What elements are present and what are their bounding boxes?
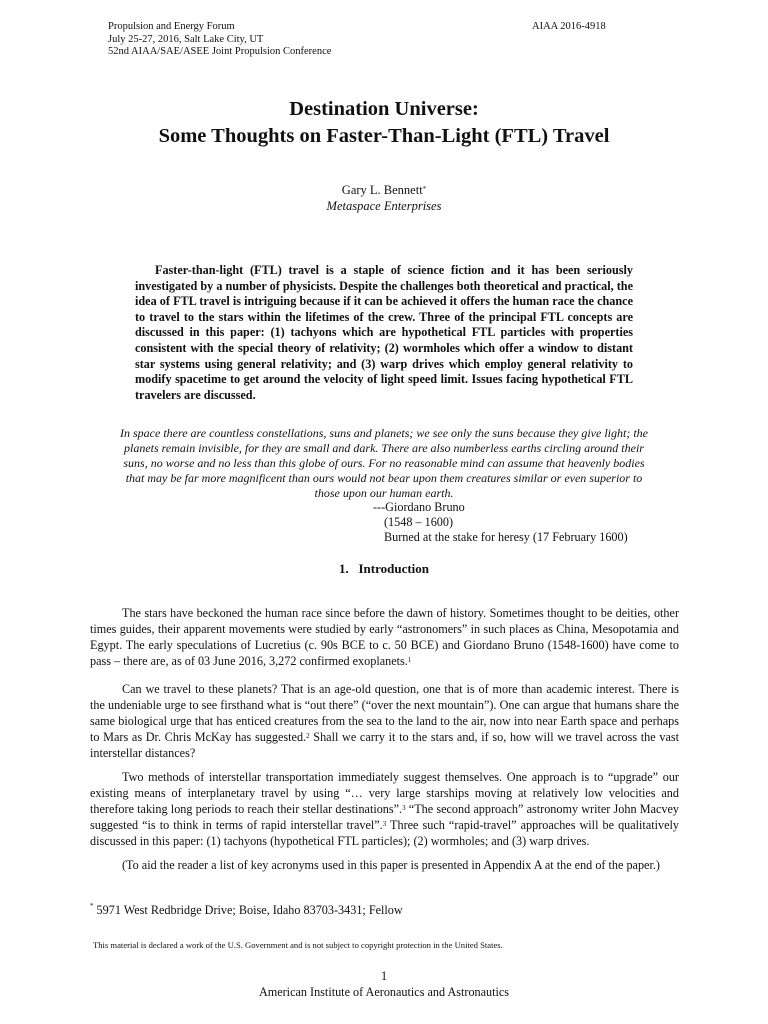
paper-title bbox=[0, 96, 768, 150]
epigraph-attribution-block bbox=[373, 500, 628, 545]
reference-marker: 3 bbox=[382, 820, 387, 828]
body-paragraph-2 bbox=[90, 681, 679, 761]
copyright-disclaimer: This material is declared a work of the U.S. Government and is not subject to copyright protection in the United States. bbox=[93, 940, 503, 950]
section-title: Introduction bbox=[358, 561, 430, 576]
conference-name: 52nd AIAA/SAE/ASEE Joint Propulsion Conference bbox=[108, 46, 332, 57]
reference-marker: 2 bbox=[306, 732, 310, 740]
author-affiliation: Metaspace Enterprises bbox=[326, 199, 442, 213]
footnote-text: 5971 West Redbridge Drive; Boise, Idaho 83703-3431; Fellow bbox=[93, 903, 403, 917]
paper-id: AIAA 2016-4918 bbox=[532, 21, 606, 32]
author-block bbox=[0, 182, 768, 214]
footnote bbox=[90, 903, 403, 918]
paragraph-text: Shall we carry it to the stars and, if so, how will we travel across the vast interstellar distances? bbox=[90, 730, 679, 760]
title-line-2: Some Thoughts on Faster-Than-Light (FTL) Travel bbox=[158, 125, 610, 147]
author-footnote-marker: * bbox=[422, 185, 427, 193]
footnote-marker: * bbox=[90, 902, 94, 910]
paragraph-text: Two methods of interstellar transportation immediately suggest themselves. One approach is to “upgrade” our existing means of interplanetary travel by using “… very large starships moving at relatively low velocities and therefore taking long periods to reach their stellar destinations”. bbox=[90, 770, 679, 816]
conference-dates: July 25-27, 2016, Salt Lake City, UT bbox=[108, 33, 264, 45]
section-heading bbox=[0, 561, 768, 577]
body-paragraph-4: (To aid the reader a list of key acronyms used in this paper is presented in Appendix A at the end of the paper.) bbox=[122, 858, 660, 872]
page-footer bbox=[0, 968, 768, 1000]
footer-organization: American Institute of Aeronautics and Astronautics bbox=[258, 985, 510, 999]
reference-marker: 1 bbox=[407, 656, 412, 664]
abstract: Faster-than-light (FTL) travel is a staple of science fiction and it has been seriously investigated by a number of physicists. Despite the challenges both theoretical and practical, the idea of FTL travel is intriguing because if it can be achieved it offers the human race the chance to travel to the stars within the lifetimes of the crew. Three of the principal FTL concepts are discussed in this paper: (1) tachyons which are hypothetical FTL particles with properties consistent with the special theory of relativity; (2) wormholes which offer a window to distant star systems using general relativity; and (3) warp drives which employ general relativity to modify spacetime to get around the velocity of light speed limit. Issues facing hypothetical FTL travelers are discussed. bbox=[135, 263, 633, 402]
paragraph-text: The stars have beckoned the human race since before the dawn of history. Sometimes thought to be deities, other times guides, their apparent movements were studied by early “astronomers” in such places as China, Mesopotamia and Egypt. The early speculations of Lucretius (c. 90s BCE to c. 50 BCE) and Giordano Bruno (1548-1600) have come to pass – there are, as of 03 June 2016, 3,272 confirmed exoplanets. bbox=[90, 606, 679, 668]
title-line-1: Destination Universe: bbox=[289, 98, 479, 120]
epigraph-quote: In space there are countless constellations, suns and planets; we see only the suns because they give light; the planets remain invisible, for they are small and dark. There are also numberless earths circling around their suns, no worse and no less than this globe of ours. For no reasonable mind can assume that heavenly bodies that may be far more magnificent than ours would not bear upon them creatures similar or even superior to those upon our human earth. bbox=[120, 426, 648, 500]
epigraph-years: (1548 – 1600) bbox=[384, 515, 454, 529]
body-paragraph-3 bbox=[90, 769, 679, 849]
body-paragraph-1 bbox=[90, 605, 679, 669]
section-number: 1. bbox=[338, 561, 349, 576]
epigraph-note: Burned at the stake for heresy (17 February 1600) bbox=[384, 530, 628, 544]
paragraph-text: “The second approach” astronomy writer John Macvey suggested “is to think in terms of rapid interstellar travel”. bbox=[90, 802, 679, 832]
author-name: Gary L. Bennett bbox=[341, 183, 423, 197]
reference-marker: 3 bbox=[402, 804, 406, 812]
paragraph-text: Can we travel to these planets? That is an age-old question, one that is of more than academic interest. There is the undeniable urge to see firsthand what is “out there” (“over the next mountain”). One can argue that humans share the same biological urge that has enticed creatures from the sea to the land to the air, now into near Earth space and perhaps to Mars as Dr. Chris McKay has suggested. bbox=[90, 682, 679, 744]
forum-name: Propulsion and Energy Forum bbox=[108, 21, 235, 32]
conference-header bbox=[108, 21, 331, 59]
epigraph-attribution: ---Giordano Bruno bbox=[373, 500, 465, 514]
page-number: 1 bbox=[380, 969, 388, 983]
paragraph-text: Three such “rapid-travel” approaches will be qualitatively discussed in this paper: (1) tachyons (hypothetical FTL particles); (2) wormholes; and (3) warp drives. bbox=[90, 818, 679, 848]
